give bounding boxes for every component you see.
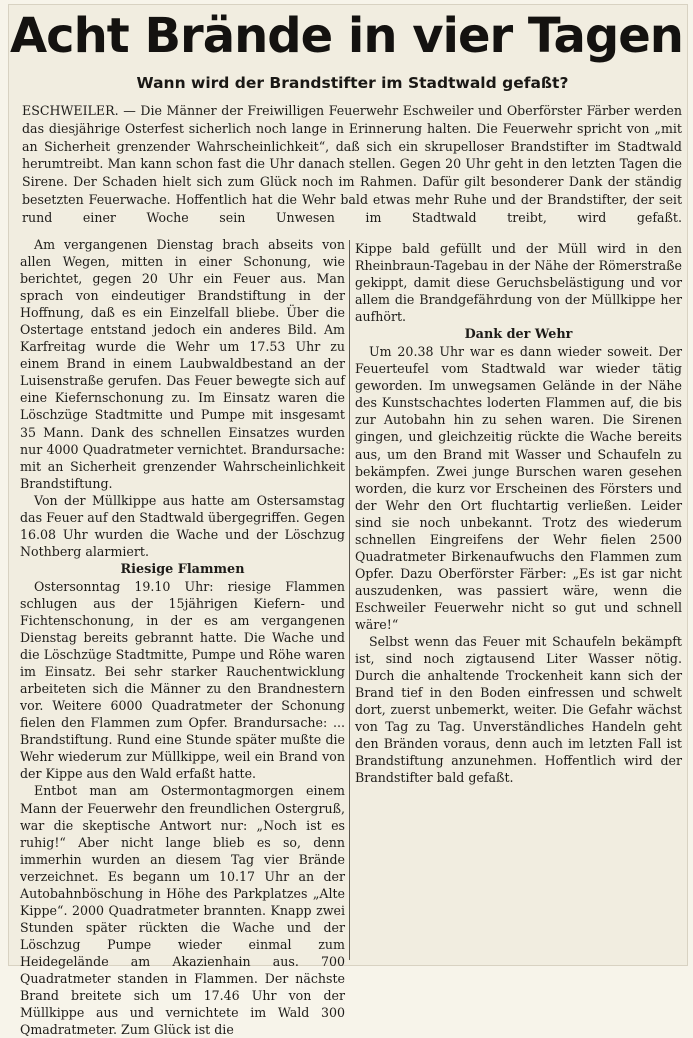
subheadline: Wann wird der Brandstifter im Stadtwald gefaßt?: [136, 74, 569, 92]
subheading-dank-der-wehr: Dank der Wehr: [464, 327, 573, 343]
lead-paragraph: ESCHWEILER. — Die Männer der Freiwilligen Feuerwehr Eschweiler und Oberförster Färber werden das diesjährige Osterfest sicherlich noch lange in Erinnerung halten. Die Feuerwehr spricht von „mit an Sicherheit grenzender Wahrscheinlichkeit“, daß sich ein skrupelloser Brandstifter im Stadtwald herumtreibt. Man kann schon fast die Uhr danach stellen. Gegen 20 Uhr geht in den letzten Tagen die Sirene. Der Schaden hielt sich zum Glück noch im Rahmen. Dafür gilt besonderer Dank der ständig besetzten Feuerwache. Hoffentlich hat die Wehr bald etwas mehr Ruhe und der Brandstifter, der seit rund einer Woche sein Unwesen im Stadtwald treibt, wird gefaßt.: [22, 103, 682, 225]
headline: Acht Brände in vier Tagen: [10, 8, 683, 64]
left-paragraph-4: Entbot man am Ostermontagmorgen einem Mann der Feuerwehr den freundlichen Ostergruß, war die skeptische Antwort nur: „Noch ist es ruhig!“ Aber nicht lange blieb es so, denn immerhin wurden an diesem Tag vier Brände verzeichnet. Es begann um 10.17 Uhr an der Autobahnböschung in Höhe des Parkplatzes „Alte Kippe“. 2000 Quadratmeter brannten. Knapp zwei Stunden später rückten die Wache und der Löschzug Pumpe wieder einmal zum Heidegelände am Akazienhain aus. 700 Quadratmeter standen in Flammen. Der nächste Brand breitete sich um 17.46 Uhr von der Müllkippe aus und vernichtete im Wald 300 Qmadratmeter. Zum Glück ist die: [20, 783, 345, 1038]
right-paragraph-1: Kippe bald gefüllt und der Müll wird in den Rheinbraun-Tagebau in der Nähe der Römerstraße gekippt, damit diese Geruchsbelästigung und vor allem die Brandgefährdung von der Müllkippe her aufhört.: [355, 241, 682, 325]
subheading-riesige-flammen: Riesige Flammen: [120, 561, 245, 577]
column-divider: [349, 240, 350, 960]
right-column: [355, 240, 682, 786]
left-paragraph-2: Von der Müllkippe aus hatte am Ostersamstag das Feuer auf den Stadtwald übergegriffen. Gegen 16.08 Uhr wurden die Wache und der Löschzug Nothberg alarmiert.: [20, 492, 345, 559]
left-column: [20, 236, 345, 1038]
left-paragraph-3: Ostersonntag 19.10 Uhr: riesige Flammen schlugen aus der 15jährigen Kiefern- und Fichtenschonung, in der es am vergangenen Dienstag bereits gebrannt hatte. Die Wache und die Löschzüge Stadtmitte, Pumpe und Röhe waren im Einsatz. Bei sehr starker Rauchentwicklung arbeiteten sich die Männer zu den Brandnestern vor. Weitere 6000 Quadratmeter der Schonung fielen den Flammen zum Opfer. Brandursache: ... Brandstiftung. Rund eine Stunde später mußte die Wehr wiederum zur Müllkippe, weil ein Brand von der Kippe aus den Wald erfaßt hatte.: [20, 578, 345, 782]
right-paragraph-3: Selbst wenn das Feuer mit Schaufeln bekämpft ist, sind noch zigtausend Liter Wasser nötig. Durch die anhaltende Trockenheit kann sich der Brand tief in den Boden einfressen und schwelt dort, zuerst unbemerkt, weiter. Die Gefahr wächst von Tag zu Tag. Unverständliches Handeln geht den Bränden voraus, denn auch im letzten Fall ist Brandstiftung anzunehmen. Hoffentlich wird der Brandstifter bald gefaßt.: [355, 634, 682, 786]
left-paragraph-1: Am vergangenen Dienstag brach abseits von allen Wegen, mitten in einer Schonung, wie berichtet, gegen 20 Uhr ein Feuer aus. Man sprach von eindeutiger Brandstiftung in der Hoffnung, daß es ein Einzelfall bliebe. Über die Ostertage entstand jedoch ein anderes Bild. Am Karfreitag wurde die Wehr um 17.53 Uhr zu einem Brand in einem Laubwaldbestand an der Luisenstraße gerufen. Das Feuer bewegte sich auf eine Kiefernschonung zu. Im Einsatz waren die Löschzüge Stadtmitte und Pumpe mit insgesamt 35 Mann. Dank des schnellen Einsatzes wurden nur 4000 Quadratmeter vernichtet. Brandursache: mit an Sicherheit grenzender Wahrscheinlichkeit Brandstiftung.: [20, 237, 345, 491]
right-paragraph-2: Um 20.38 Uhr war es dann wieder soweit. Der Feuerteufel vom Stadtwald war wieder tätig geworden. Im unwegsamen Gelände in der Nähe des Kunstschachtes loderten Flammen auf, die bis zur Autobahn hin zu sehen waren. Die Sirenen gingen, und gleichzeitig rückte die Wache bereits aus, um den Brand mit Wasser und Schaufeln zu bekämpfen. Zwei junge Burschen waren gesehen worden, die kurz vor Erscheinen des Försters und der Wehr den Ort fluchtartig verließen. Leider sind sie noch unbekannt. Trotz des wiederum schnellen Eingreifens der Wehr fielen 2500 Quadratmeter Birkenaufwuchs den Flammen zum Opfer. Dazu Oberförster Färber: „Es ist gar nicht auszudenken, was passiert wäre, wenn die Eschweiler Feuerwehr nicht so gut und schnell wäre!“: [355, 344, 682, 632]
